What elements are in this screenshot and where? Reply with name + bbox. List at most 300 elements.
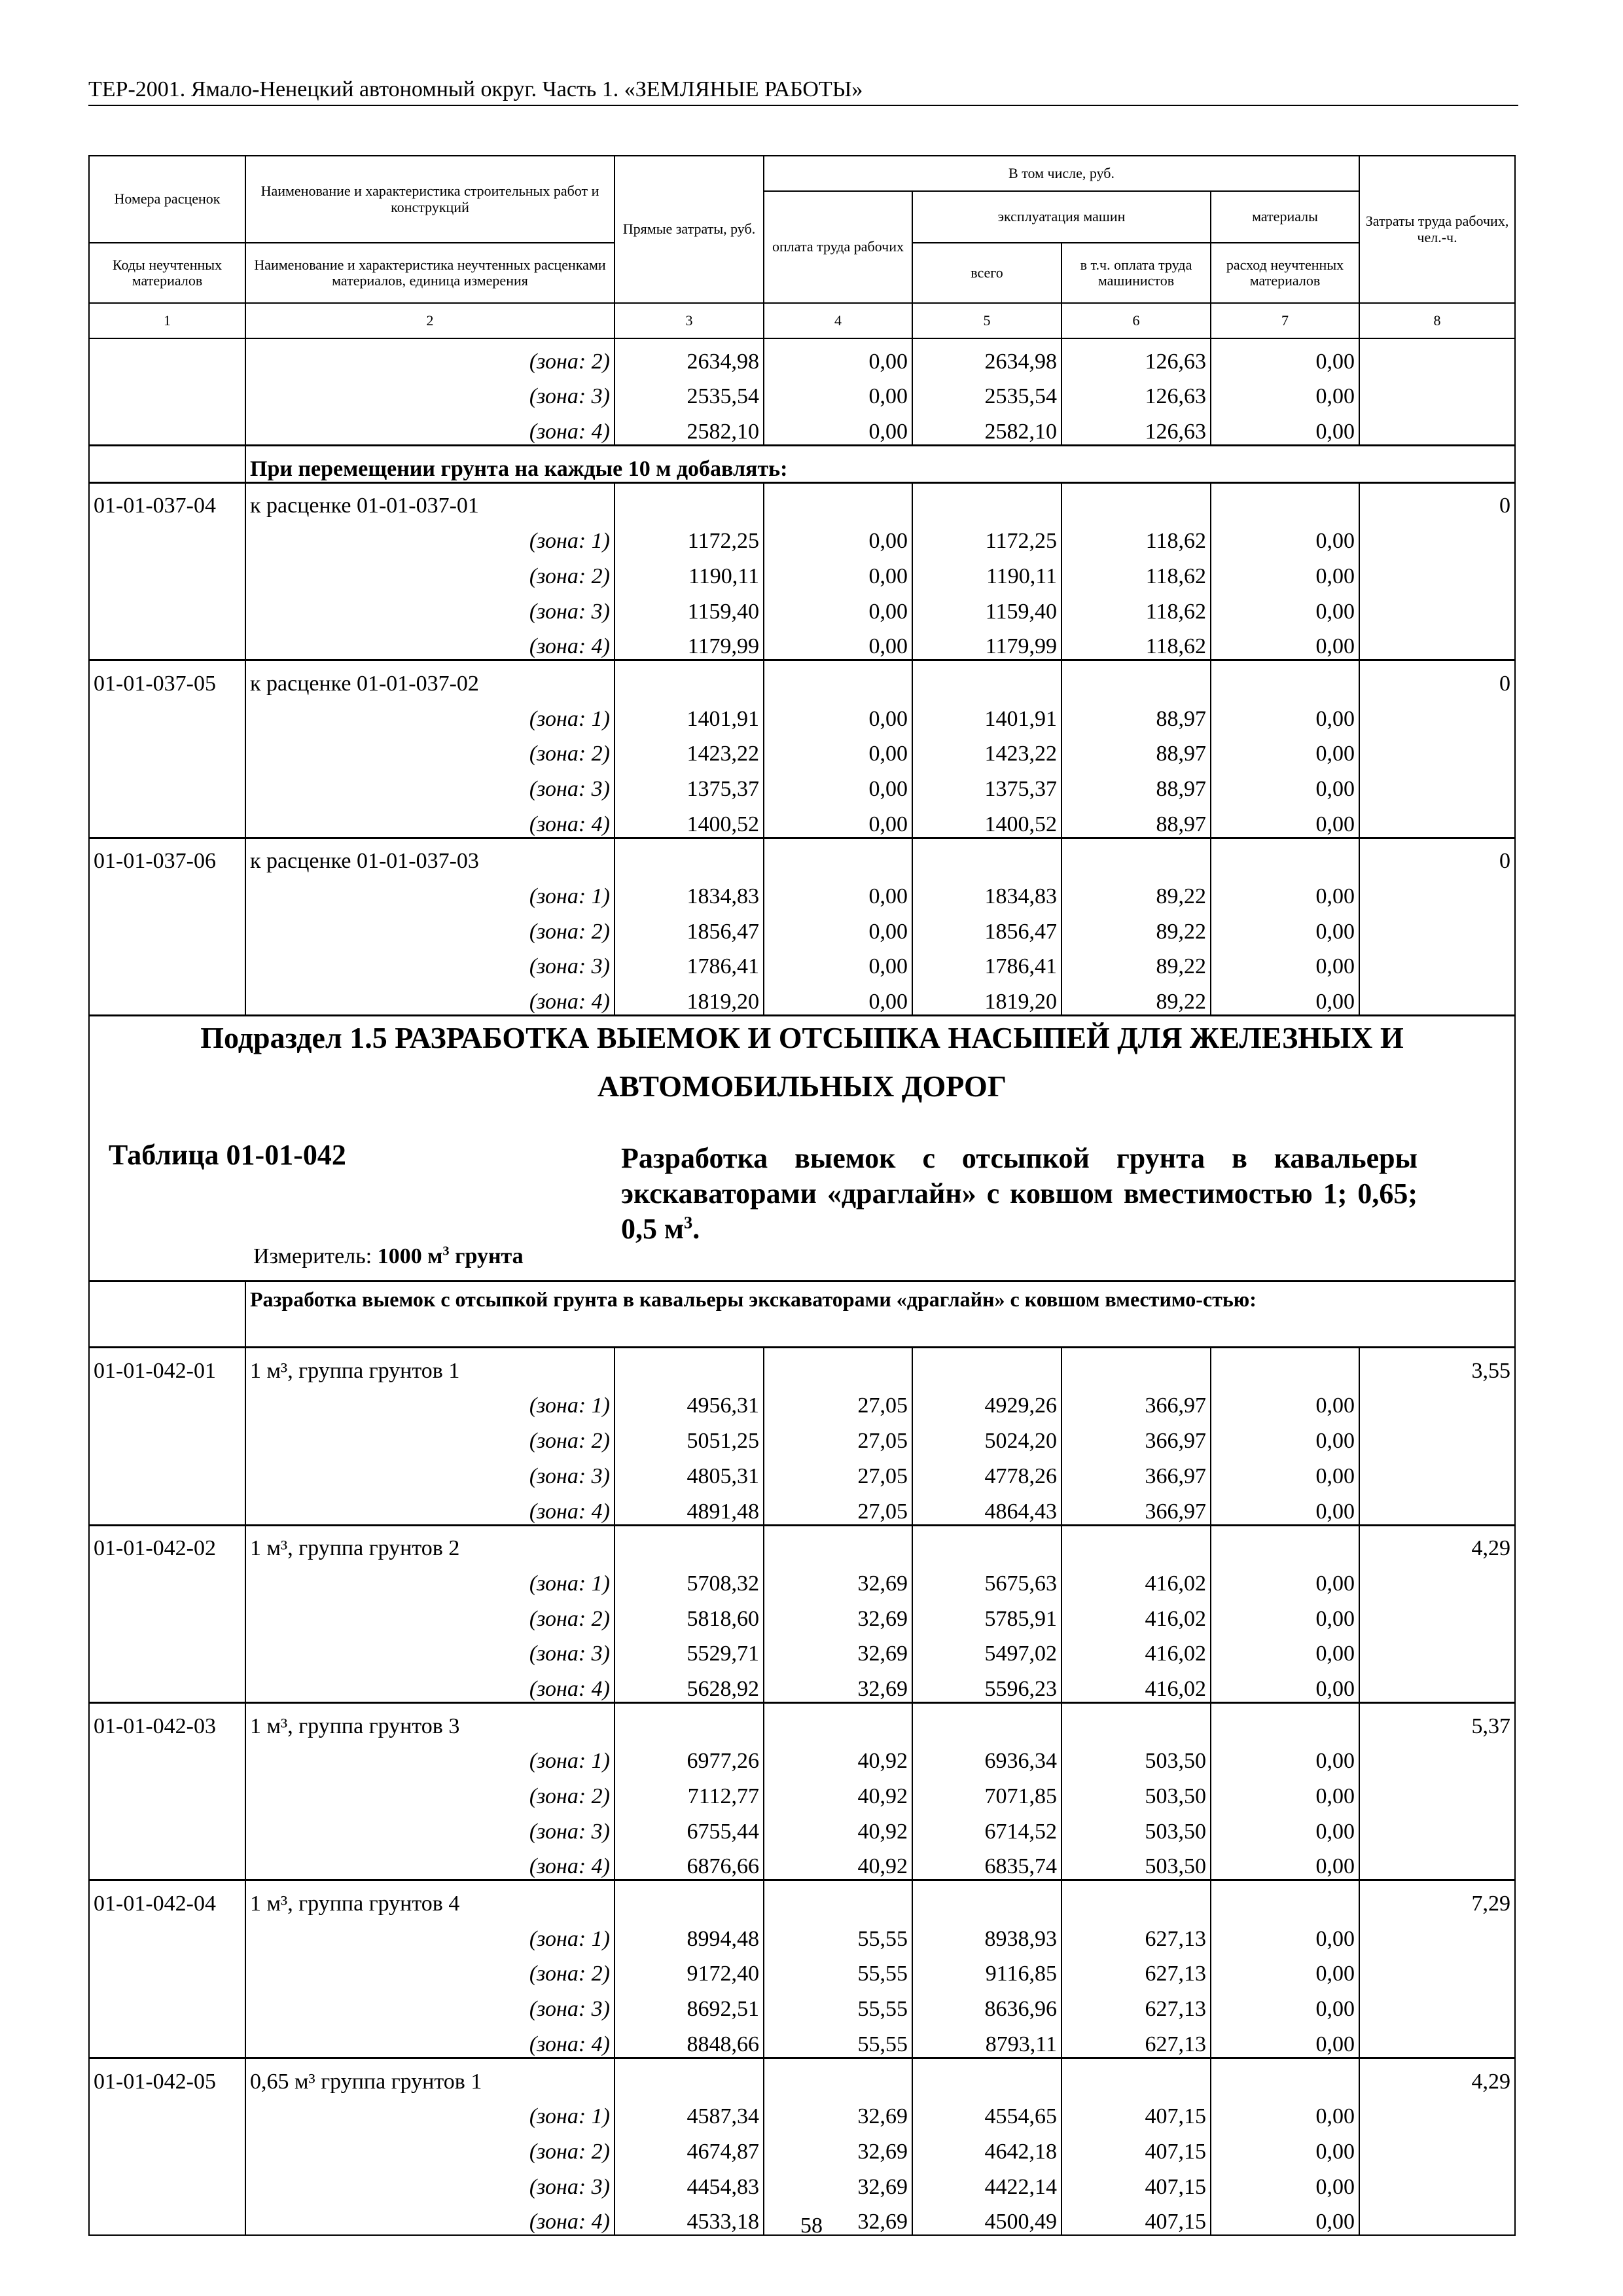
empty-cell: [764, 660, 912, 696]
machinist-wage: 126,63: [1061, 409, 1211, 445]
empty-cell: [1211, 1525, 1359, 1561]
table-row: [89, 1596, 1515, 1632]
machinist-wage: 627,13: [1061, 1952, 1211, 1987]
machines-total: 5596,23: [912, 1666, 1061, 1702]
rate-code: 01-01-042-04: [89, 1880, 245, 1916]
direct-cost: 1400,52: [615, 802, 764, 838]
machinist-wage: 118,62: [1061, 554, 1211, 589]
rate-name: к расценке 01-01-037-02: [245, 660, 615, 696]
direct-cost: 2535,54: [615, 374, 764, 410]
rate-code-cell: [89, 1916, 245, 1952]
labor-cost: 5,37: [1359, 1702, 1515, 1738]
zone-label: (зона: 1): [245, 1739, 615, 1774]
labor-cost-cell: [1359, 554, 1515, 589]
rate-code-cell: [89, 1632, 245, 1667]
machinist-wage: 627,13: [1061, 1916, 1211, 1952]
labor-cost-cell: [1359, 1774, 1515, 1809]
zone-label: (зона: 2): [245, 2129, 615, 2164]
direct-cost: 1856,47: [615, 909, 764, 944]
zone-label: (зона: 1): [245, 518, 615, 554]
labor-cost-cell: [1359, 1489, 1515, 1525]
col-header-worker-wages: оплата труда рабочих: [764, 191, 912, 303]
rate-header-row: [89, 482, 1515, 518]
direct-cost: 8692,51: [615, 1986, 764, 2022]
worker-wage: 32,69: [764, 2200, 912, 2236]
labor-cost-cell: [1359, 374, 1515, 410]
machinist-wage: 126,63: [1061, 338, 1211, 374]
empty-cell: [912, 838, 1061, 874]
table-description-text: Разработка выемок с отсыпкой грунта в кавальеры экскаваторами «драглайн» с ковшом вместимостью 1; 0,65; 0,5 м: [621, 1142, 1418, 1246]
worker-wage: 55,55: [764, 1952, 912, 1987]
direct-cost: 6755,44: [615, 1809, 764, 1844]
zone-label: (зона: 3): [245, 1809, 615, 1844]
section-label: Разработка выемок с отсыпкой грунта в кавальеры экскаваторами «драглайн» с ковшом вместимо-стью:: [245, 1282, 1515, 1348]
materials-cost: 0,00: [1211, 979, 1359, 1015]
zone-label: (зона: 1): [245, 874, 615, 909]
labor-cost-cell: [1359, 1632, 1515, 1667]
labor-cost-cell: [1359, 518, 1515, 554]
table-row: [89, 874, 1515, 909]
zone-label: (зона: 1): [245, 2094, 615, 2130]
empty-cell: [912, 660, 1061, 696]
worker-wage: 0,00: [764, 909, 912, 944]
zone-label: (зона: 4): [245, 2200, 615, 2236]
direct-cost: 5708,32: [615, 1561, 764, 1596]
worker-wage: 0,00: [764, 944, 912, 980]
worker-wage: 0,00: [764, 624, 912, 660]
machines-total: 6936,34: [912, 1739, 1061, 1774]
direct-cost: 9172,40: [615, 1952, 764, 1987]
rate-code-cell: [89, 1561, 245, 1596]
rate-code-cell: [89, 944, 245, 980]
rate-name: 1 м³, группа грунтов 3: [245, 1702, 615, 1738]
materials-cost: 0,00: [1211, 2164, 1359, 2200]
worker-wage: 32,69: [764, 1666, 912, 1702]
machinist-wage: 503,50: [1061, 1774, 1211, 1809]
empty-cell: [764, 1880, 912, 1916]
direct-cost: 1834,83: [615, 874, 764, 909]
rate-code: 01-01-042-01: [89, 1348, 245, 1384]
machinist-wage: 416,02: [1061, 1561, 1211, 1596]
machinist-wage: 366,97: [1061, 1489, 1211, 1525]
rate-name: 1 м³, группа грунтов 2: [245, 1525, 615, 1561]
rate-header-row: [89, 1348, 1515, 1384]
machines-total: 8793,11: [912, 2022, 1061, 2058]
worker-wage: 0,00: [764, 979, 912, 1015]
materials-cost: 0,00: [1211, 409, 1359, 445]
rate-name: 1 м³, группа грунтов 1: [245, 1348, 615, 1384]
table-row: [89, 1774, 1515, 1809]
direct-cost: 1375,37: [615, 766, 764, 802]
table-row: [89, 1384, 1515, 1419]
materials-cost: 0,00: [1211, 374, 1359, 410]
labor-cost-cell: [1359, 589, 1515, 624]
empty-cell: [912, 1348, 1061, 1384]
labor-cost-cell: [1359, 1596, 1515, 1632]
machines-total: 1401,91: [912, 696, 1061, 732]
machines-total: 1856,47: [912, 909, 1061, 944]
machinist-wage: 407,15: [1061, 2164, 1211, 2200]
empty-cell: [764, 1348, 912, 1384]
table-row: [89, 2094, 1515, 2130]
empty-cell: [1061, 1880, 1211, 1916]
rate-code-cell: [89, 1739, 245, 1774]
rate-header-row: [89, 2058, 1515, 2094]
empty-cell: [615, 1348, 764, 1384]
materials-cost: 0,00: [1211, 1986, 1359, 2022]
materials-cost: 0,00: [1211, 589, 1359, 624]
empty-cell: [1211, 1348, 1359, 1384]
worker-wage: 27,05: [764, 1418, 912, 1454]
direct-cost: 6876,66: [615, 1844, 764, 1880]
table-row: [89, 1489, 1515, 1525]
machinist-wage: 118,62: [1061, 589, 1211, 624]
labor-cost-cell: [1359, 338, 1515, 374]
section-row: [89, 1282, 1515, 1348]
rate-code-cell: [89, 1418, 245, 1454]
machines-total: 1423,22: [912, 732, 1061, 767]
machines-total: 5675,63: [912, 1561, 1061, 1596]
machinist-wage: 88,97: [1061, 696, 1211, 732]
machinist-wage: 503,50: [1061, 1809, 1211, 1844]
table-row: [89, 338, 1515, 374]
materials-cost: 0,00: [1211, 766, 1359, 802]
machines-total: 2582,10: [912, 409, 1061, 445]
machinist-wage: 407,15: [1061, 2094, 1211, 2130]
zone-label: (зона: 4): [245, 979, 615, 1015]
machinist-wage: 407,15: [1061, 2200, 1211, 2236]
materials-cost: 0,00: [1211, 1632, 1359, 1667]
rate-name: к расценке 01-01-037-03: [245, 838, 615, 874]
rate-code-cell: [89, 1844, 245, 1880]
zone-label: (зона: 4): [245, 1666, 615, 1702]
section-label: При перемещении грунта на каждые 10 м добавлять:: [245, 446, 1515, 483]
rate-code-cell: [89, 1809, 245, 1844]
direct-cost: 1786,41: [615, 944, 764, 980]
rate-code-cell: [89, 696, 245, 732]
table-description: [621, 1141, 1418, 1247]
rate-code-cell: [89, 1952, 245, 1987]
worker-wage: 32,69: [764, 1632, 912, 1667]
materials-cost: 0,00: [1211, 1384, 1359, 1419]
zone-label: (зона: 4): [245, 1844, 615, 1880]
zone-label: (зона: 2): [245, 1774, 615, 1809]
rate-header-row: [89, 838, 1515, 874]
table-row: [89, 1952, 1515, 1987]
superscript: 3: [683, 1212, 693, 1232]
empty-cell: [1061, 838, 1211, 874]
zone-label: (зона: 2): [245, 1596, 615, 1632]
direct-cost: 1819,20: [615, 979, 764, 1015]
table-row: [89, 409, 1515, 445]
machines-total: 1400,52: [912, 802, 1061, 838]
machinist-wage: 503,50: [1061, 1739, 1211, 1774]
table-row: [89, 909, 1515, 944]
zone-label: (зона: 3): [245, 944, 615, 980]
direct-cost: 5628,92: [615, 1666, 764, 1702]
empty-cell: [764, 1702, 912, 1738]
empty-cell: [89, 446, 245, 483]
table-row: [89, 802, 1515, 838]
empty-cell: [764, 1525, 912, 1561]
zone-label: (зона: 4): [245, 624, 615, 660]
worker-wage: 0,00: [764, 374, 912, 410]
machines-total: 5785,91: [912, 1596, 1061, 1632]
worker-wage: 0,00: [764, 696, 912, 732]
machinist-wage: 88,97: [1061, 766, 1211, 802]
machinist-wage: 366,97: [1061, 1384, 1211, 1419]
rate-code-cell: [89, 909, 245, 944]
machinist-wage: 503,50: [1061, 1844, 1211, 1880]
col-header-including: В том числе, руб.: [764, 156, 1359, 191]
machinist-wage: 416,02: [1061, 1632, 1211, 1667]
empty-cell: [1211, 660, 1359, 696]
rate-code-cell: [89, 732, 245, 767]
rate-header-row: [89, 1702, 1515, 1738]
labor-cost: 4,29: [1359, 2058, 1515, 2094]
labor-cost-cell: [1359, 732, 1515, 767]
materials-cost: 0,00: [1211, 1844, 1359, 1880]
machines-total: 4554,65: [912, 2094, 1061, 2130]
zone-label: (зона: 3): [245, 589, 615, 624]
labor-cost: 0: [1359, 838, 1515, 874]
labor-cost-cell: [1359, 1561, 1515, 1596]
worker-wage: 0,00: [764, 409, 912, 445]
machinist-wage: 118,62: [1061, 518, 1211, 554]
direct-cost: 1190,11: [615, 554, 764, 589]
machines-total: 5497,02: [912, 1632, 1061, 1667]
direct-cost: 5818,60: [615, 1596, 764, 1632]
rate-code-cell: [89, 1596, 245, 1632]
subsection-title-line2: АВТОМОБИЛЬНЫХ ДОРОГ: [597, 1069, 1007, 1103]
table-row: [89, 944, 1515, 980]
empty-cell: [1211, 838, 1359, 874]
machines-total: 8938,93: [912, 1916, 1061, 1952]
labor-cost-cell: [1359, 696, 1515, 732]
column-number: 8: [1359, 303, 1515, 338]
machines-total: 2634,98: [912, 338, 1061, 374]
machinist-wage: 627,13: [1061, 2022, 1211, 2058]
table-row: [89, 1454, 1515, 1489]
rate-code-cell: [89, 409, 245, 445]
table-row: [89, 2022, 1515, 2058]
direct-cost: 4533,18: [615, 2200, 764, 2236]
direct-cost: 4674,87: [615, 2129, 764, 2164]
labor-cost-cell: [1359, 2129, 1515, 2164]
zone-label: (зона: 3): [245, 766, 615, 802]
rate-name: 0,65 м³ группа грунтов 1: [245, 2058, 615, 2094]
column-number: 3: [615, 303, 764, 338]
header-rule: [88, 105, 1518, 106]
table-row: [89, 624, 1515, 660]
zone-label: (зона: 1): [245, 1384, 615, 1419]
column-number: 1: [89, 303, 245, 338]
rate-code-cell: [89, 1774, 245, 1809]
rate-code-cell: [89, 2129, 245, 2164]
table-row: [89, 2164, 1515, 2200]
empty-cell: [615, 660, 764, 696]
col-header-materials: материалы: [1211, 191, 1359, 243]
table-row: [89, 1986, 1515, 2022]
direct-cost: 4587,34: [615, 2094, 764, 2130]
table-row: [89, 1739, 1515, 1774]
subsection-block: [89, 1016, 1515, 1282]
machines-total: 7071,85: [912, 1774, 1061, 1809]
machines-total: 1190,11: [912, 554, 1061, 589]
machines-total: 9116,85: [912, 1952, 1061, 1987]
labor-cost: 0: [1359, 482, 1515, 518]
worker-wage: 0,00: [764, 338, 912, 374]
worker-wage: 40,92: [764, 1739, 912, 1774]
machines-total: 4929,26: [912, 1384, 1061, 1419]
direct-cost: 6977,26: [615, 1739, 764, 1774]
empty-cell: [615, 1525, 764, 1561]
labor-cost-cell: [1359, 1952, 1515, 1987]
direct-cost: 4891,48: [615, 1489, 764, 1525]
materials-cost: 0,00: [1211, 1418, 1359, 1454]
empty-cell: [764, 2058, 912, 2094]
materials-cost: 0,00: [1211, 2129, 1359, 2164]
table-row: [89, 696, 1515, 732]
table-row: [89, 766, 1515, 802]
rate-code: 01-01-037-06: [89, 838, 245, 874]
direct-cost: 8994,48: [615, 1916, 764, 1952]
materials-cost: 0,00: [1211, 732, 1359, 767]
table-row: [89, 2129, 1515, 2164]
rate-code-cell: [89, 1489, 245, 1525]
column-number: 7: [1211, 303, 1359, 338]
empty-cell: [1061, 1702, 1211, 1738]
rate-code-cell: [89, 1384, 245, 1419]
rate-code-cell: [89, 1986, 245, 2022]
empty-cell: [1061, 660, 1211, 696]
empty-cell: [912, 1880, 1061, 1916]
machines-total: 1172,25: [912, 518, 1061, 554]
machinist-wage: 416,02: [1061, 1666, 1211, 1702]
worker-wage: 0,00: [764, 518, 912, 554]
direct-cost: 1159,40: [615, 589, 764, 624]
zone-label: (зона: 3): [245, 1632, 615, 1667]
col-header-machines-total: всего: [912, 243, 1061, 303]
col-header-material-names: Наименование и характеристика неучтенных расценками материалов, единица измерения: [245, 243, 615, 303]
machines-total: 6835,74: [912, 1844, 1061, 1880]
rate-code: 01-01-042-02: [89, 1525, 245, 1561]
zone-label: (зона: 1): [245, 1916, 615, 1952]
worker-wage: 27,05: [764, 1489, 912, 1525]
measure-value: 1000 м: [377, 1244, 443, 1269]
zone-label: (зона: 2): [245, 732, 615, 767]
machines-total: 1834,83: [912, 874, 1061, 909]
rate-code-cell: [89, 624, 245, 660]
superscript: 3: [442, 1244, 450, 1259]
materials-cost: 0,00: [1211, 338, 1359, 374]
materials-cost: 0,00: [1211, 696, 1359, 732]
materials-cost: 0,00: [1211, 1809, 1359, 1844]
direct-cost: 2634,98: [615, 338, 764, 374]
machinist-wage: 88,97: [1061, 802, 1211, 838]
materials-cost: 0,00: [1211, 1916, 1359, 1952]
machines-total: 1159,40: [912, 589, 1061, 624]
empty-cell: [89, 1282, 245, 1348]
labor-cost-cell: [1359, 874, 1515, 909]
machines-total: 4778,26: [912, 1454, 1061, 1489]
column-number: 6: [1061, 303, 1211, 338]
table-row: [89, 1809, 1515, 1844]
empty-cell: [912, 2058, 1061, 2094]
labor-cost-cell: [1359, 1916, 1515, 1952]
zone-label: (зона: 3): [245, 1454, 615, 1489]
col-header-labor-costs: Затраты труда рабочих, чел.-ч.: [1359, 156, 1515, 303]
zone-label: (зона: 4): [245, 2022, 615, 2058]
machinist-wage: 89,22: [1061, 944, 1211, 980]
table-row: [89, 1632, 1515, 1667]
col-header-work-name: Наименование и характеристика строительных работ и конструкций: [245, 156, 615, 243]
machines-total: 4642,18: [912, 2129, 1061, 2164]
direct-cost: 8848,66: [615, 2022, 764, 2058]
empty-cell: [615, 2058, 764, 2094]
machinist-wage: 416,02: [1061, 1596, 1211, 1632]
materials-cost: 0,00: [1211, 1489, 1359, 1525]
worker-wage: 40,92: [764, 1774, 912, 1809]
rate-code-cell: [89, 2094, 245, 2130]
measure-label: Измеритель:: [253, 1244, 372, 1269]
empty-cell: [615, 1702, 764, 1738]
labor-cost: 0: [1359, 660, 1515, 696]
labor-cost: 4,29: [1359, 1525, 1515, 1561]
machines-total: 8636,96: [912, 1986, 1061, 2022]
measure-unit: [253, 1246, 524, 1268]
materials-cost: 0,00: [1211, 1561, 1359, 1596]
worker-wage: 0,00: [764, 732, 912, 767]
machinist-wage: 89,22: [1061, 874, 1211, 909]
materials-cost: 0,00: [1211, 802, 1359, 838]
worker-wage: 0,00: [764, 766, 912, 802]
labor-cost-cell: [1359, 2094, 1515, 2130]
table-row: [89, 979, 1515, 1015]
rate-header-row: [89, 660, 1515, 696]
worker-wage: 32,69: [764, 1561, 912, 1596]
machinist-wage: 89,22: [1061, 979, 1211, 1015]
materials-cost: 0,00: [1211, 1774, 1359, 1809]
worker-wage: 40,92: [764, 1844, 912, 1880]
rate-code-cell: [89, 766, 245, 802]
direct-cost: 7112,77: [615, 1774, 764, 1809]
direct-cost: 5051,25: [615, 1418, 764, 1454]
labor-cost-cell: [1359, 1739, 1515, 1774]
empty-cell: [912, 1702, 1061, 1738]
labor-cost-cell: [1359, 1844, 1515, 1880]
col-header-direct-costs: Прямые затраты, руб.: [615, 156, 764, 303]
worker-wage: 27,05: [764, 1384, 912, 1419]
labor-cost-cell: [1359, 1986, 1515, 2022]
worker-wage: 32,69: [764, 2094, 912, 2130]
table-row: [89, 518, 1515, 554]
direct-cost: 2582,10: [615, 409, 764, 445]
worker-wage: 32,69: [764, 1596, 912, 1632]
rate-name: к расценке 01-01-037-01: [245, 482, 615, 518]
table-number: Таблица 01-01-042: [109, 1139, 346, 1172]
zone-label: (зона: 4): [245, 802, 615, 838]
subsection-cell: [89, 1016, 1515, 1282]
subsection-title: Подраздел 1.5 РАЗРАБОТКА ВЫЕМОК И ОТСЫПКА НАСЫПЕЙ ДЛЯ ЖЕЛЕЗНЫХ И: [200, 1021, 1404, 1055]
empty-cell: [1061, 1525, 1211, 1561]
empty-cell: [615, 838, 764, 874]
materials-cost: 0,00: [1211, 874, 1359, 909]
machinist-wage: 627,13: [1061, 1986, 1211, 2022]
machinist-wage: 88,97: [1061, 732, 1211, 767]
rate-code-cell: [89, 874, 245, 909]
table-row: [89, 1666, 1515, 1702]
